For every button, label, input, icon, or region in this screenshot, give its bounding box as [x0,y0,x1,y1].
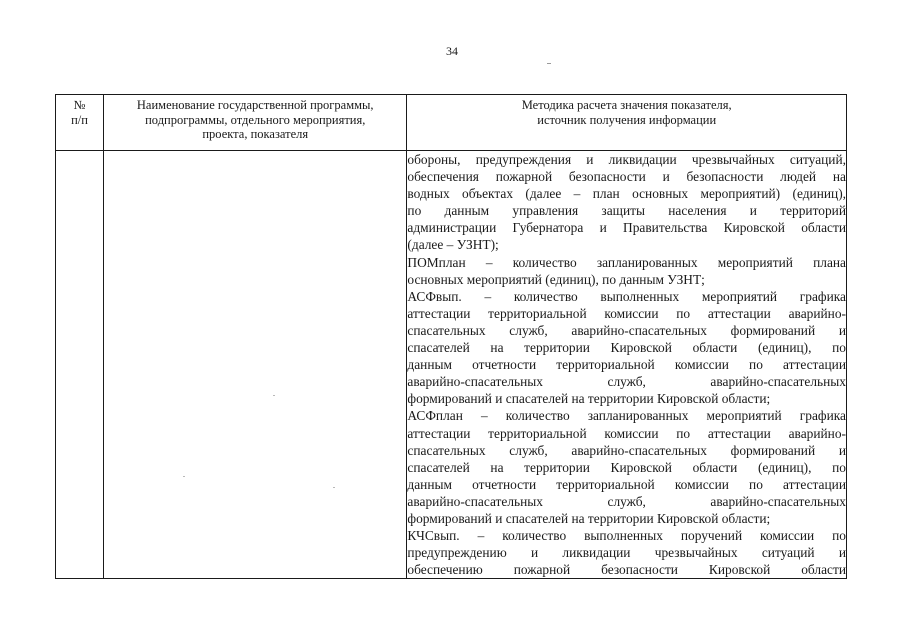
header-method [407,95,847,151]
cell-method [407,151,847,579]
method-text-line: администрации Губернатора и Правительства Кировской области [407,220,846,236]
header-num-line: № [73,98,86,112]
method-text-line: обеспечения пожарной безопасности и безопасности людей на [407,169,846,185]
method-text-line: предупреждению и ликвидации чрезвычайных ситуаций и [407,545,846,561]
method-text-line: аварийно-спасательных служб, аварийно-спасательных [407,374,846,390]
header-name-line: Наименование государственной программы, [136,98,374,112]
header-name [104,95,407,151]
methodology-table [55,94,847,579]
method-text-line: АСФплан – количество запланированных мероприятий графика [407,408,846,424]
method-text-line: ПОМплан – количество запланированных мероприятий плана [407,254,846,270]
method-text-line: спасателей на территории Кировской области (единиц), по [407,459,846,475]
method-text-line: (далее – УЗНТ); [407,237,499,253]
method-text-line: спасателей на территории Кировской области (единиц), по [407,340,846,356]
method-text-line: КЧСвып. – количество выполненных поручений комиссии по [407,528,846,544]
header-name-line: подпрограммы, отдельного мероприятия, [145,112,366,127]
method-text-line: основных мероприятий (единиц), по данным УЗНТ; [407,271,705,287]
method-text-line: данным отчетности территориальной комиссии по аттестации [407,476,846,492]
table-row [56,151,847,579]
method-text-line: аттестации территориальной комиссии по аттестации аварийно- [407,425,846,441]
method-text-line: водных объектах (далее – план основных мероприятий) (единиц), [407,186,846,202]
method-text-line: АСФвып. – количество выполненных мероприятий графика [407,288,846,304]
cell-name [104,151,407,579]
method-text-line: спасательных служб, аварийно-спасательных формирований и [407,442,846,458]
scan-speck [547,63,551,64]
scan-dot [273,395,275,396]
method-text-line: по данным управления защиты населения и территорий [407,203,846,219]
header-num-line: п/п [71,112,88,127]
scan-dot [333,487,335,488]
method-text-line: обороны, предупреждения и ликвидации чрезвычайных ситуаций, [407,152,846,167]
method-text-line: формирований и спасателей на территории Кировской области; [407,391,771,407]
method-text [407,151,846,578]
page-number: 34 [446,44,458,58]
header-method-line: источник получения информации [537,112,717,127]
method-text-line: аварийно-спасательных служб, аварийно-спасательных [407,493,846,509]
scan-dot [183,476,185,477]
method-text-line: формирований и спасателей на территории Кировской области; [407,510,771,526]
method-text-line: данным отчетности территориальной комиссии по аттестации [407,357,846,373]
header-num [56,95,104,151]
table-header-row [56,95,847,151]
header-name-line: проекта, показателя [202,127,309,141]
method-text-line: аттестации территориальной комиссии по аттестации аварийно- [407,305,846,321]
header-method-line: Методика расчета значения показателя, [521,98,732,112]
cell-num [56,151,104,579]
method-text-line: спасательных служб, аварийно-спасательных формирований и [407,322,846,338]
method-text-line: обеспечению пожарной безопасности Кировской области [407,562,846,578]
